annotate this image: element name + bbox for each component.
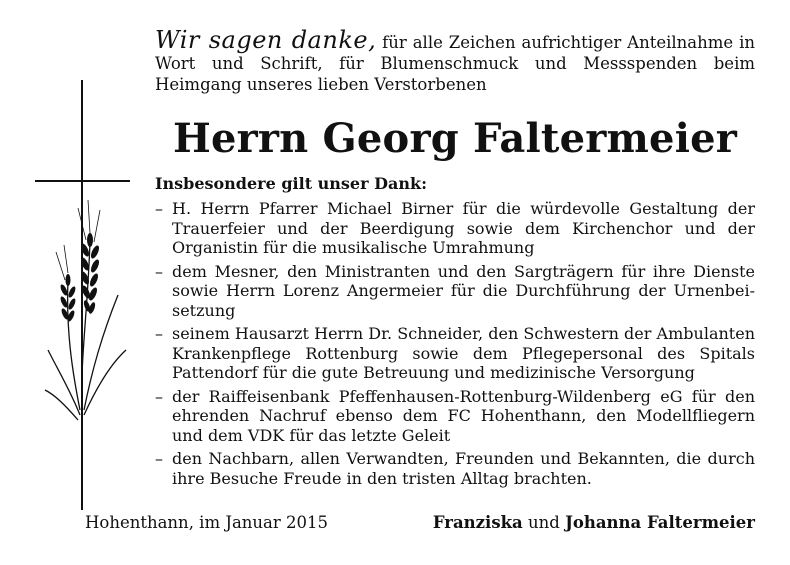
list-item xyxy=(155,199,755,258)
list-item-text: der Raiffeisenbank Pfeffenhausen-Rottenburg-Wildenberg eG für den ehrenden Nachruf ebenso dem FC Hohenthann, den Modellfliegern und dem VDK für das letzte Geleit xyxy=(172,386,755,445)
list-item-text: H. Herrn Pfarrer Michael Birner für die würdevolle Gestaltung der Trauerfeier und der Beerdigung sowie dem Kirchenchor und der Organistin für die musikalische Umrahmung xyxy=(172,199,755,257)
dash-marker: – xyxy=(155,199,163,218)
deceased-name: Herrn Georg Faltermeier xyxy=(172,115,738,162)
signer-connector: und xyxy=(527,513,560,532)
dash-marker: – xyxy=(155,386,163,406)
place-date: Hohenthann, im Januar 2015 xyxy=(85,513,329,532)
list-item-text: seinem Hausarzt Herrn Dr. Schneider, den Schwestern der Ambulanten Krankenpflege Rottenburg sowie dem Pflegepersonal des Spitals Pattendorf für die gute Betreuung und medizinische Versorgung xyxy=(172,324,755,382)
signer-second: Johanna Faltermeier xyxy=(565,513,755,532)
intro-paragraph xyxy=(155,26,756,95)
thanks-heading: Insbesondere gilt unser Dank: xyxy=(155,174,427,193)
intro-script-heading: Wir sagen danke, xyxy=(155,26,377,54)
list-item-text: dem Mesner, den Ministranten und den Sargträgern für ihre Dienste sowie Herrn Lorenz Angermeier für die Durchführung der Urnenbeisetzung xyxy=(172,261,755,320)
signers xyxy=(433,512,755,534)
dash-marker: – xyxy=(155,449,163,468)
cross-with-wheat-icon xyxy=(30,80,140,515)
list-item xyxy=(155,262,755,321)
list-item xyxy=(155,324,755,383)
list-item xyxy=(155,449,755,488)
list-item-text: den Nachbarn, allen Verwandten, Freunden und Bekannten, die durch ihre Besuche Freude in den tristen Alltag brachten. xyxy=(172,449,755,488)
signer-first: Franziska xyxy=(432,513,523,532)
dash-marker: – xyxy=(155,324,163,343)
intro-text: für alle Zeichen aufrichtiger Anteilnahme in Wort und Schrift, für Blumenschmuck und Messspenden beim Heimgang unseres lieben Verstorbenen xyxy=(155,33,756,94)
dash-marker: – xyxy=(155,261,163,281)
list-item xyxy=(155,387,755,446)
thanks-list xyxy=(155,199,755,492)
